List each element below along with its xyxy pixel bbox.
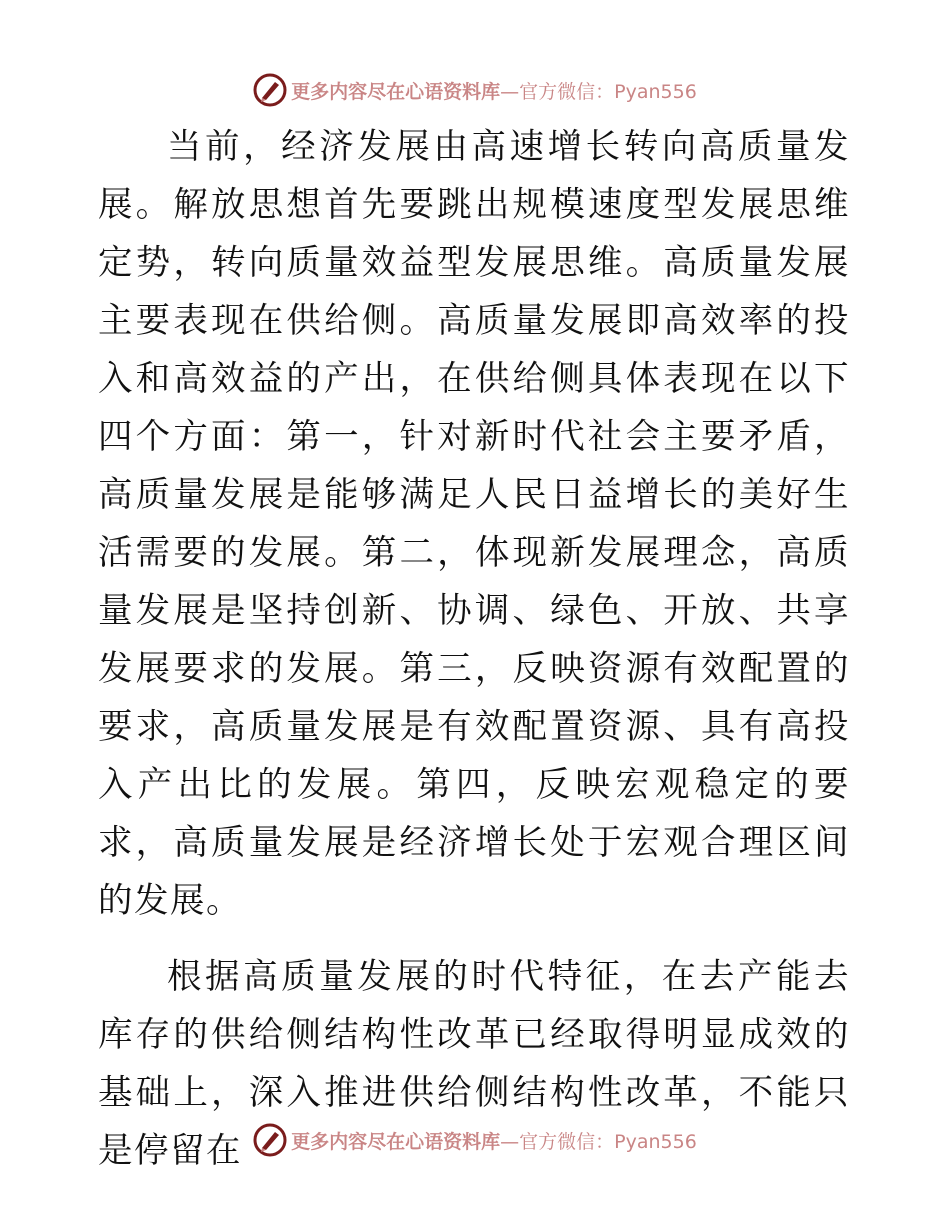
paragraph-1: 当前，经济发展由高速增长转向高质量发展。解放思想首先要跳出规模速度型发展思维定势，转向质量效益型发展思维。高质量发展主要表现在供给侧。高质量发展即高效率的投入和高效益的产出，在供给侧具体表现在以下四个方面：第一，针对新时代社会主要矛盾，高质量发展是能够满足人民日益增长的美好生活需要的发展。第二，体现新发展理念，高质量发展是坚持创新、协调、绿色、开放、共享发展要求的发展。第三，反映资源有效配置的要求，高质量发展是有效配置资源、具有高投入产出比的发展。第四，反映宏观稳定的要求，高质量发展是经济增长处于宏观合理区间的发展。 [98, 127, 850, 921]
footer-brand-text: 更多内容尽在心语资料库 [291, 1130, 501, 1153]
header-brand-text: 更多内容尽在心语资料库 [291, 80, 501, 103]
footer-watermark [0, 1120, 950, 1160]
pen-logo-icon [253, 1123, 287, 1157]
pen-logo-icon [253, 73, 287, 107]
paragraph-2: 根据高质量发展的时代特征，在去产能去库存的供给侧结构性改革已经取得明显成效的基础上，深入推进供给侧结构性改革，不能只是停留在 [98, 957, 850, 1171]
document-body [98, 118, 850, 1180]
header-wechat-text: —官方微信：Pyan556 [500, 80, 697, 103]
header-watermark [0, 70, 950, 110]
footer-wechat-text: —官方微信：Pyan556 [500, 1130, 697, 1153]
